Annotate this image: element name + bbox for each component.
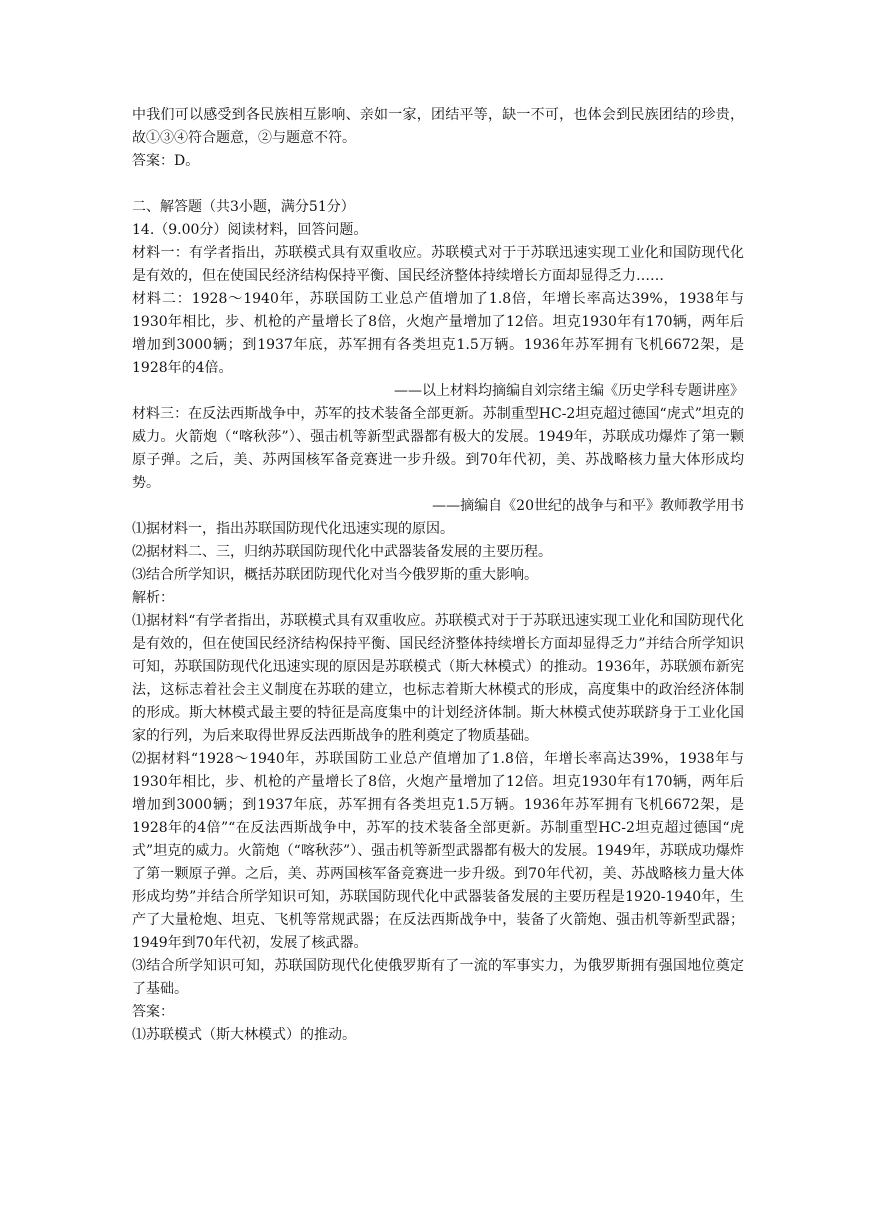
source-citation-1: ——以上材料均摘编自刘宗绪主编《历史学科专题讲座》 — [394, 383, 744, 399]
intro-answer: 答案：D。 — [132, 153, 200, 169]
analysis-2: ⑵据材料“1928～1940年，苏联国防工业总产值增加了1.8倍，年增长率高达39%，1938年与1930年相比，步、机枪的产量增长了8倍，火炮产量增加了12倍。坦克1930年有170辆，两年后增加到3000辆；到1937年底，苏军拥有各类坦克1.5万辆。1936年苏军拥有飞机6672架，是1928年的4倍”“在反法西斯战争中，苏军的技术装备全部更新。苏制重型HC-2坦克超过德国“虎式”坦克的威力。火箭炮（“喀秋莎”）、强击机等新型武器都有极大的发展。1949年，苏联成功爆炸了第一颗原子弹。之后，美、苏两国核军备竞赛进一步升级。到70年代初，美、苏战略核力量大体形成均势”并结合所学知识可知，苏联国防现代化中武器装备发展的主要历程是1920-1940年，生产了大量枪炮、坦克、飞机等常规武器；在反法西斯战争中，装备了火箭炮、强击机等新型武器；1949年到70年代初，发展了核武器。 — [132, 751, 744, 951]
section-heading: 二、解答题（共3小题，满分51分） — [132, 199, 355, 215]
material-three: 材料三：在反法西斯战争中，苏军的技术装备全部更新。苏制重型HC-2坦克超过德国“虎式”坦克的威力。火箭炮（“喀秋莎”）、强击机等新型武器都有极大的发展。1949年，苏联成功爆炸了第一颗原子弹。之后，美、苏两国核军备竞赛进一步升级。到70年代初，美、苏战略核力量大体形成均势。 — [132, 406, 744, 491]
question-stem: 14.（9.00分）阅读材料，回答问题。 — [132, 222, 368, 238]
analysis-label: 解析： — [132, 590, 174, 606]
material-one: 材料一：有学者指出，苏联模式具有双重收应。苏联模式对于于苏联迅速实现工业化和国防现代化是有效的，但在使国民经济结构保持平衡、国民经济整体持续增长方面却显得乏力…… — [132, 245, 744, 284]
question-3: ⑶结合所学知识，概括苏联团防现代化对当今俄罗斯的重大影响。 — [132, 567, 538, 583]
intro-paragraph: 中我们可以感受到各民族相互影响、亲如一家，团结平等，缺一不可，也体会到民族团结的珍贵，故①③④符合题意，②与题意不符。 — [132, 107, 744, 146]
answer-label: 答案： — [132, 1004, 174, 1020]
source-citation-2: ——摘编自《20世纪的战争与和平》教师教学用书 — [432, 498, 744, 514]
question-2: ⑵据材料二、三，归纳苏联国防现代化中武器装备发展的主要历程。 — [132, 544, 552, 560]
analysis-1: ⑴据材料“有学者指出，苏联模式具有双重收应。苏联模式对于于苏联迅速实现工业化和国防现代化是有效的，但在使国民经济结构保持平衡、国民经济整体持续增长方面却显得乏力”并结合所学知识可知，苏联国防现代化迅速实现的原因是苏联模式（斯大林模式）的推动。1936年，苏联颁布新宪法，这标志着社会主义制度在苏联的建立，也标志着斯大林模式的形成，高度集中的政治经济体制的形成。斯大林模式最主要的特征是高度集中的计划经济体制。斯大林模式使苏联跻身于工业化国家的行列，为后来取得世界反法西斯战争的胜利奠定了物质基础。 — [132, 613, 744, 744]
spacer — [132, 173, 744, 196]
answer-1: ⑴苏联模式（斯大林模式）的推动。 — [132, 1027, 356, 1043]
material-two: 材料二：1928～1940年，苏联国防工业总产值增加了1.8倍，年增长率高达39%，1938年与1930年相比，步、机枪的产量增长了8倍，火炮产量增加了12倍。坦克1930年有170辆，两年后增加到3000辆；到1937年底，苏军拥有各类坦克1.5万辆。1936年苏军拥有飞机6672架，是1928年的4倍。 — [132, 291, 744, 376]
question-1: ⑴据材料一，指出苏联国防现代化迅速实现的原因。 — [132, 521, 454, 537]
analysis-3: ⑶结合所学知识可知，苏联国防现代化使俄罗斯有了一流的军事实力，为俄罗斯拥有强国地位奠定了基础。 — [132, 958, 744, 997]
page-content — [132, 104, 744, 1047]
